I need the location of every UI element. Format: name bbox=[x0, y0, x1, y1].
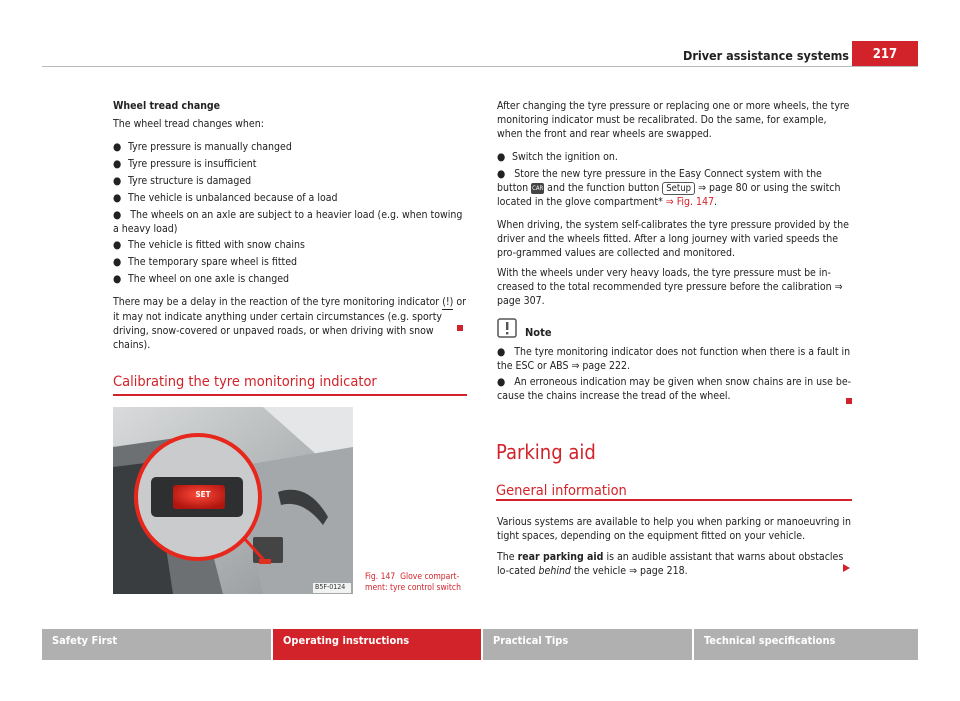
recalibrate-paragraph: After changing the tyre pressure or replacing one or more wheels, the tyre monitoring indicator must be recalibrated. Do the same, for example, when the front and rear wheels are swapped. bbox=[497, 100, 850, 140]
header-divider bbox=[42, 66, 918, 67]
heavy-load-paragraph: With the wheels under very heavy loads, the tyre pressure must be in-creased to the total recommended tyre pressure before the calibration ⇒ page 307. bbox=[497, 267, 843, 307]
figure-code: B5F-0124 bbox=[315, 583, 346, 591]
tab-operating-instructions[interactable]: Operating instructions bbox=[273, 629, 481, 660]
wheel-tread-intro: The wheel tread changes when: bbox=[113, 118, 264, 130]
tab-practical-tips[interactable]: Practical Tips bbox=[483, 629, 692, 660]
figure-glove-compartment bbox=[113, 407, 353, 594]
delay-paragraph: There may be a delay in the reaction of the tyre monitoring indicator (!) or it may not indicate anything under certain circumstances (e.g. sporty driving, snow-covered or unpaved roads, or when driving with snow chains). bbox=[113, 296, 467, 351]
general-information-title: General information bbox=[496, 483, 627, 499]
setup-key[interactable]: Setup bbox=[662, 182, 695, 195]
list-item: ● The wheels on an axle are subject to a heavier load (e.g. when towing a heavy load) bbox=[113, 209, 463, 235]
continue-arrow-icon bbox=[843, 564, 850, 572]
list-item: ● An erroneous indication may be given when snow chains are in use be-cause the chains increase the tread of the wheel. bbox=[497, 376, 852, 402]
tab-technical-specifications[interactable]: Technical specifications bbox=[694, 629, 918, 660]
wheel-tread-heading: Wheel tread change bbox=[113, 100, 221, 112]
figure-caption: Fig. 147 Glove compart-ment: tyre control switch bbox=[365, 572, 461, 593]
note-title: Note bbox=[525, 326, 552, 339]
parking-systems-paragraph: Various systems are available to help you when parking or manoeuvring in tight spaces, depending on the equipment fitted on your vehicle. bbox=[497, 516, 852, 542]
list-item: ● Store the new tyre pressure in the Easy Connect system with the button CAR and the function button Setup ⇒ page 80 or using the switch located in the glove compartment* ⇒ Fig. 147. bbox=[497, 168, 841, 208]
note-icon bbox=[497, 318, 517, 338]
section-title: Calibrating the tyre monitoring indicator bbox=[113, 374, 377, 390]
tyre-warning-icon: (!) bbox=[442, 296, 454, 308]
section-underline bbox=[113, 394, 467, 396]
self-calibrate-paragraph: When driving, the system self-calibrates the tyre pressure provided by the driver and the wheels fitted. After a long journey with varied speeds the pro-grammed values are collected and monitored. bbox=[497, 219, 849, 259]
rear-parking-paragraph: The rear parking aid is an audible assistant that warns about obstacles lo-cated behind the vehicle ⇒ page 218. bbox=[497, 551, 844, 577]
fig-147-link[interactable]: ⇒ Fig. 147 bbox=[665, 196, 715, 208]
section-end-marker bbox=[457, 325, 463, 331]
tab-safety-first[interactable]: Safety First bbox=[42, 629, 271, 660]
section-end-marker bbox=[846, 398, 852, 404]
running-header: Driver assistance systems bbox=[682, 48, 849, 63]
list-item: ● The tyre monitoring indicator does not function when there is a fault in the ESC or ABS ⇒ page 222. bbox=[497, 346, 851, 372]
page-number: 217 bbox=[852, 41, 918, 67]
section-underline bbox=[496, 499, 852, 501]
car-menu-icon[interactable]: CAR bbox=[532, 184, 544, 192]
parking-aid-title: Parking aid bbox=[496, 440, 596, 464]
set-button-label: SET bbox=[195, 490, 211, 499]
